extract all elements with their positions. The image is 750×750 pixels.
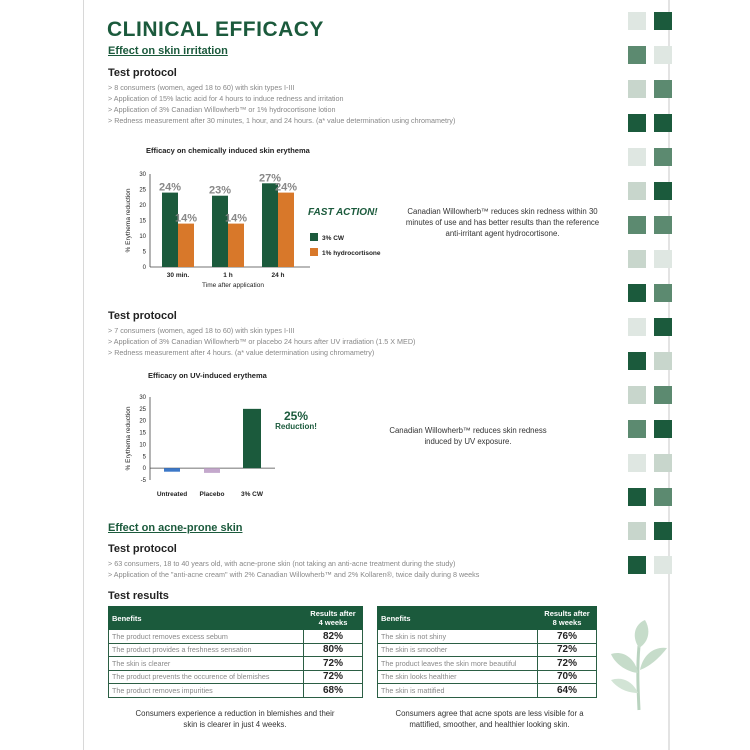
- bar-hydrocortisone: [178, 224, 194, 267]
- decorative-square: [654, 46, 672, 64]
- decorative-square: [628, 284, 646, 302]
- data-label: 27%: [258, 172, 282, 185]
- data-label: 24%: [274, 181, 298, 194]
- table-row: The product prevents the occurence of blemishes 72%: [109, 670, 363, 684]
- table-row: The skin looks healthier 70%: [378, 670, 597, 684]
- protocol1-bullet: > 8 consumers (women, aged 18 to 60) with skin types I-III: [108, 83, 295, 92]
- protocol2-bullet: > Application of 3% Canadian Willowherb™ or placebo 24 hours after UV irradiation (1.5 X MED): [108, 337, 416, 346]
- decorative-square: [628, 522, 646, 540]
- decorative-square: [654, 216, 672, 234]
- decorative-square: [654, 284, 672, 302]
- decorative-square: [628, 80, 646, 98]
- y-tick-label: 15: [139, 218, 146, 225]
- table-row: The skin is not shiny 76%: [378, 630, 597, 644]
- decorative-square: [654, 352, 672, 370]
- y-tick-label: 15: [139, 430, 146, 437]
- protocol-heading-1: Test protocol: [108, 67, 177, 79]
- protocol2-bullet: > Redness measurement after 4 hours. (a* value determination using chromametry): [108, 348, 375, 357]
- decorative-square: [628, 454, 646, 472]
- x-tick-label: 30 min.: [166, 272, 190, 279]
- x-axis-label: Time after application: [202, 282, 264, 289]
- y-tick-label: 20: [139, 203, 146, 209]
- table-row: The product removes impurities 68%: [109, 684, 363, 698]
- y-tick-label: 25: [139, 406, 146, 413]
- table2-caption: Consumers agree that acne spots are less visible for a mattified, smoother, and healthier looking skin.: [395, 709, 584, 729]
- y-tick-label: 5: [142, 454, 146, 461]
- results-table-8-weeks: [377, 606, 597, 698]
- y-tick-label: 10: [139, 442, 146, 449]
- decorative-square: [628, 420, 646, 438]
- y-tick-label: 0: [142, 265, 146, 271]
- protocol1-bullet: > Application of 15% lactic acid for 4 hours to induce redness and irritation: [108, 94, 344, 103]
- decorative-square: [654, 12, 672, 30]
- decorative-square: [628, 114, 646, 132]
- chart2: [118, 385, 348, 507]
- y-axis-label: % Erythema reduction: [125, 188, 132, 253]
- decorative-square: [654, 80, 672, 98]
- data-label: 23%: [208, 184, 232, 197]
- y-tick-label: 20: [139, 418, 146, 425]
- decorative-square: [654, 522, 672, 540]
- y-tick-label: -5: [140, 478, 146, 484]
- decorative-square: [654, 182, 672, 200]
- table-row: The skin is clearer 72%: [109, 657, 363, 671]
- x-tick-label: 24 h: [271, 272, 285, 279]
- data-label: 14%: [174, 212, 198, 225]
- section-heading-acne: Effect on acne-prone skin: [108, 522, 243, 534]
- x-tick-label: Placebo: [199, 491, 225, 498]
- page-title: CLINICAL EFFICACY: [107, 18, 324, 41]
- annotation-text: Reduction!: [275, 422, 317, 431]
- bar-hydrocortisone: [278, 193, 294, 267]
- annotation-fast-action: FAST ACTION!: [308, 207, 378, 218]
- decorative-square: [628, 318, 646, 336]
- bar-cw: [212, 196, 228, 267]
- chart2-title: Efficacy on UV-induced erythema: [148, 371, 267, 380]
- leaf-icon: [605, 618, 670, 713]
- decorative-square: [628, 46, 646, 64]
- decorative-square: [628, 216, 646, 234]
- table-row: The skin is smoother 72%: [378, 643, 597, 657]
- bar-placebo: [204, 468, 220, 473]
- y-tick-label: 5: [142, 249, 146, 256]
- decorative-square: [628, 556, 646, 574]
- bar-cw: [162, 193, 178, 267]
- data-label: 24%: [158, 181, 182, 194]
- y-tick-label: 0: [142, 466, 146, 473]
- table-row: The product removes excess sebum 82%: [109, 630, 363, 644]
- x-tick-label: 1 h: [223, 272, 233, 279]
- decorative-square: [628, 12, 646, 30]
- legend-label: 1% hydrocortisone: [322, 250, 381, 257]
- decorative-square: [628, 488, 646, 506]
- bar-untreated: [164, 468, 180, 472]
- y-tick-label: 30: [139, 172, 146, 178]
- annotation-value: 25%: [283, 409, 309, 423]
- table1-caption: Consumers experience a reduction in blemishes and their skin is clearer in just 4 weeks.: [135, 709, 335, 729]
- page-edge-left: [83, 0, 84, 750]
- chart2-note: Canadian Willowherb™ reduces skin redness induced by UV exposure.: [389, 426, 547, 446]
- bar-hydrocortisone: [228, 224, 244, 267]
- table-row: The product provides a freshness sensation 80%: [109, 643, 363, 657]
- table-row: The product leaves the skin more beautiful 72%: [378, 657, 597, 671]
- decorative-square: [628, 386, 646, 404]
- legend-label: 3% CW: [322, 235, 345, 242]
- decorative-square: [654, 488, 672, 506]
- decorative-square: [654, 386, 672, 404]
- table2-header-benefits: Benefits: [378, 607, 538, 630]
- legend-swatch: [310, 248, 318, 256]
- protocol-heading-2: Test protocol: [108, 310, 177, 322]
- decorative-square: [654, 250, 672, 268]
- legend-swatch: [310, 233, 318, 241]
- table1-header-results: Results after 4 weeks: [304, 607, 363, 630]
- chart1: [118, 160, 398, 295]
- x-tick-label: Untreated: [156, 491, 188, 498]
- data-label: 14%: [224, 212, 248, 225]
- decorative-square: [628, 148, 646, 166]
- section-heading-irritation: Effect on skin irritation: [108, 45, 228, 57]
- decorative-square: [654, 454, 672, 472]
- results-heading: Test results: [108, 590, 169, 602]
- chart1-note: Canadian Willowherb™ reduces skin redness within 30 minutes of use and has better results than the reference anti-irritant agent hydrocortisone.: [405, 207, 600, 238]
- table-row: The skin is mattified 64%: [378, 684, 597, 698]
- decorative-square: [628, 352, 646, 370]
- bar-3-cw: [243, 409, 261, 468]
- decorative-square: [654, 318, 672, 336]
- decorative-square: [654, 114, 672, 132]
- y-tick-label: 30: [139, 395, 146, 401]
- y-axis-label: % Erythema reduction: [125, 406, 132, 471]
- decorative-square: [654, 556, 672, 574]
- y-tick-label: 10: [139, 234, 146, 240]
- protocol-heading-3: Test protocol: [108, 543, 177, 555]
- decorative-square: [654, 420, 672, 438]
- table1-header-benefits: Benefits: [109, 607, 304, 630]
- protocol1-bullet: > Redness measurement after 30 minutes, 1 hour, and 24 hours. (a* value determination using chromametry): [108, 116, 456, 125]
- protocol3-bullet: > Application of the "anti-acne cream" with 2% Canadian Willowherb™ and 2% Kollaren®, twice daily during 8 weeks: [108, 570, 480, 579]
- protocol2-bullet: > 7 consumers (women, aged 18 to 60) with skin types I-III: [108, 326, 295, 335]
- decorative-square: [654, 148, 672, 166]
- protocol1-bullet: > Application of 3% Canadian Willowherb™ or 1% hydrocortisone lotion: [108, 105, 336, 114]
- decorative-square: [628, 250, 646, 268]
- y-tick-label: 25: [139, 187, 146, 194]
- chart1-title: Efficacy on chemically induced skin erythema: [146, 146, 310, 155]
- results-table-4-weeks: [108, 606, 363, 698]
- x-tick-label: 3% CW: [240, 491, 264, 498]
- table2-header-results: Results after 8 weeks: [538, 607, 597, 630]
- decorative-square: [628, 182, 646, 200]
- bar-cw: [262, 183, 278, 267]
- protocol3-bullet: > 63 consumers, 18 to 40 years old, with acne-prone skin (not taking an anti-acne treatment during the study): [108, 559, 456, 568]
